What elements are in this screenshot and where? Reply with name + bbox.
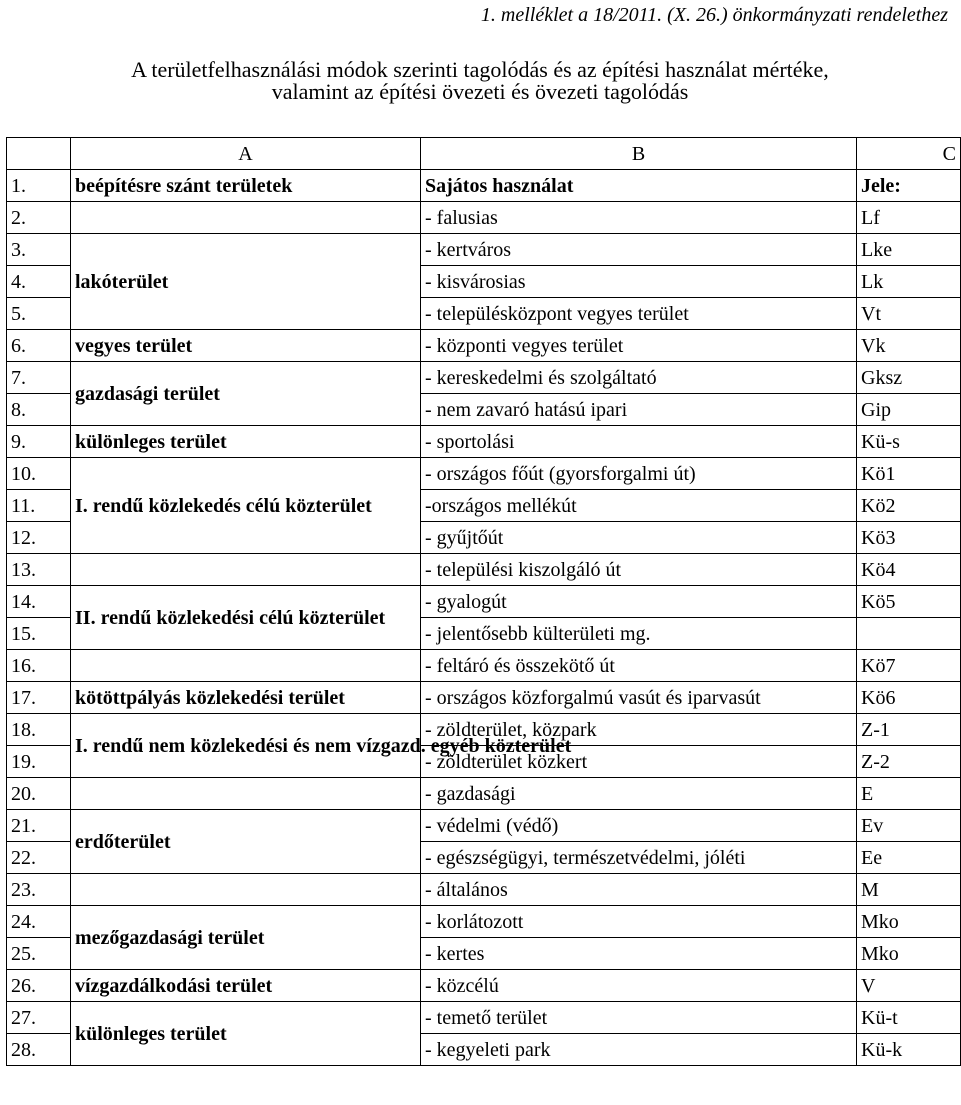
code-cell: Kö7 (857, 650, 961, 682)
use-cell: - kertes (421, 938, 857, 970)
code-header: Jele: (857, 170, 961, 202)
category-cell: II. rendű közlekedési célú közterület (71, 586, 421, 650)
code-cell: Z-2 (857, 746, 961, 778)
use-header: Sajátos használat (421, 170, 857, 202)
table-row (7, 426, 961, 458)
code-cell: Kü-k (857, 1034, 961, 1066)
code-cell: Kö4 (857, 554, 961, 586)
land-use-table (6, 137, 961, 1066)
use-cell: - közcélú (421, 970, 857, 1002)
table-row (7, 874, 961, 906)
row-number: 20. (7, 778, 71, 810)
column-letter-empty (7, 138, 71, 170)
code-cell: Mko (857, 938, 961, 970)
use-cell: - országos főút (gyorsforgalmi út) (421, 458, 857, 490)
category-cell: kötöttpályás közlekedési terület (71, 682, 421, 714)
row-number: 1. (7, 170, 71, 202)
annex-reference: 1. melléklet a 18/2011. (X. 26.) önkormányzati rendelethez (480, 4, 948, 26)
use-cell: - kisvárosias (421, 266, 857, 298)
code-cell: Lf (857, 202, 961, 234)
row-number: 11. (7, 490, 71, 522)
table-row (7, 778, 961, 810)
document-title-line-1: A területfelhasználási módok szerinti tagolódás és az építési használat mértéke, (131, 57, 829, 82)
table-row (7, 362, 961, 394)
code-cell: E (857, 778, 961, 810)
table-row (7, 586, 961, 618)
code-cell: Kü-s (857, 426, 961, 458)
table-row (7, 906, 961, 938)
code-cell: V (857, 970, 961, 1002)
table-row (7, 330, 961, 362)
row-number: 17. (7, 682, 71, 714)
use-cell: - kereskedelmi és szolgáltató (421, 362, 857, 394)
row-number: 28. (7, 1034, 71, 1066)
row-number: 13. (7, 554, 71, 586)
code-cell: Kö1 (857, 458, 961, 490)
row-number: 3. (7, 234, 71, 266)
row-number: 12. (7, 522, 71, 554)
row-number: 16. (7, 650, 71, 682)
category-cell: gazdasági terület (71, 362, 421, 426)
table-row (7, 650, 961, 682)
row-number: 15. (7, 618, 71, 650)
row-number: 6. (7, 330, 71, 362)
document-title-line-2: valamint az építési övezeti és övezeti tagolódás (271, 79, 689, 104)
category-cell: különleges terület (71, 1002, 421, 1066)
code-cell: Lke (857, 234, 961, 266)
use-cell: - általános (421, 874, 857, 906)
use-cell: -országos mellékút (421, 490, 857, 522)
category-cell: lakóterület (71, 234, 421, 330)
row-number: 9. (7, 426, 71, 458)
use-cell: - feltáró és összekötő út (421, 650, 857, 682)
table-row (7, 682, 961, 714)
row-number: 18. (7, 714, 71, 746)
code-cell: Vk (857, 330, 961, 362)
code-cell: Ee (857, 842, 961, 874)
use-cell: - gyűjtőút (421, 522, 857, 554)
code-cell: Ev (857, 810, 961, 842)
row-number: 21. (7, 810, 71, 842)
row-number: 14. (7, 586, 71, 618)
code-cell: Kö5 (857, 586, 961, 618)
use-cell: - gazdasági (421, 778, 857, 810)
row-number: 5. (7, 298, 71, 330)
code-cell: M (857, 874, 961, 906)
use-cell: - kegyeleti park (421, 1034, 857, 1066)
row-number: 8. (7, 394, 71, 426)
code-cell: Vt (857, 298, 961, 330)
category-cell: vegyes terület (71, 330, 421, 362)
code-cell: Kö3 (857, 522, 961, 554)
use-cell: - egészségügyi, természetvédelmi, jóléti (421, 842, 857, 874)
row-number: 24. (7, 906, 71, 938)
row-number: 23. (7, 874, 71, 906)
code-cell (857, 618, 961, 650)
row-number: 26. (7, 970, 71, 1002)
column-letter-a: A (71, 138, 421, 170)
code-cell: Kö2 (857, 490, 961, 522)
row-number: 27. (7, 1002, 71, 1034)
row-number: 4. (7, 266, 71, 298)
code-cell: Gip (857, 394, 961, 426)
use-cell: - jelentősebb külterületi mg. (421, 618, 857, 650)
category-cell (71, 874, 421, 906)
use-cell: - sportolási (421, 426, 857, 458)
row-number: 7. (7, 362, 71, 394)
row-number: 2. (7, 202, 71, 234)
category-cell (71, 650, 421, 682)
use-cell: - kertváros (421, 234, 857, 266)
row-number: 19. (7, 746, 71, 778)
use-cell: - temető terület (421, 1002, 857, 1034)
use-cell: - országos közforgalmú vasút és iparvasút (421, 682, 857, 714)
row-number: 10. (7, 458, 71, 490)
row-number: 25. (7, 938, 71, 970)
column-letter-c: C (857, 138, 961, 170)
column-letter-b: B (421, 138, 857, 170)
table-row (7, 970, 961, 1002)
table-row (7, 458, 961, 490)
table-row (7, 810, 961, 842)
code-cell: Z-1 (857, 714, 961, 746)
category-cell: erdőterület (71, 810, 421, 874)
table-row (7, 714, 961, 746)
category-cell (71, 554, 421, 586)
code-cell: Kö6 (857, 682, 961, 714)
category-cell: I. rendű nem közlekedési és nem vízgazd. egyéb közterület (71, 714, 421, 778)
table-row (7, 234, 961, 266)
use-cell: - korlátozott (421, 906, 857, 938)
code-cell: Mko (857, 906, 961, 938)
column-letter-row (7, 138, 961, 170)
row-number: 22. (7, 842, 71, 874)
use-cell: - központi vegyes terület (421, 330, 857, 362)
category-cell: vízgazdálkodási terület (71, 970, 421, 1002)
use-cell: - településközpont vegyes terület (421, 298, 857, 330)
category-cell: mezőgazdasági terület (71, 906, 421, 970)
category-cell (71, 778, 421, 810)
category-header: beépítésre szánt területek (71, 170, 421, 202)
category-cell (71, 202, 421, 234)
use-cell: - települési kiszolgáló út (421, 554, 857, 586)
use-cell: - védelmi (védő) (421, 810, 857, 842)
category-cell: különleges terület (71, 426, 421, 458)
table-row (7, 1002, 961, 1034)
use-cell: - nem zavaró hatású ipari (421, 394, 857, 426)
use-cell: - zöldterület közkert (421, 746, 857, 778)
category-cell: I. rendű közlekedés célú közterület (71, 458, 421, 554)
table-row (7, 554, 961, 586)
code-cell: Lk (857, 266, 961, 298)
header-row (7, 170, 961, 202)
code-cell: Kü-t (857, 1002, 961, 1034)
code-cell: Gksz (857, 362, 961, 394)
use-cell: - gyalogút (421, 586, 857, 618)
table-row (7, 202, 961, 234)
use-cell: - zöldterület, közpark (421, 714, 857, 746)
use-cell: - falusias (421, 202, 857, 234)
